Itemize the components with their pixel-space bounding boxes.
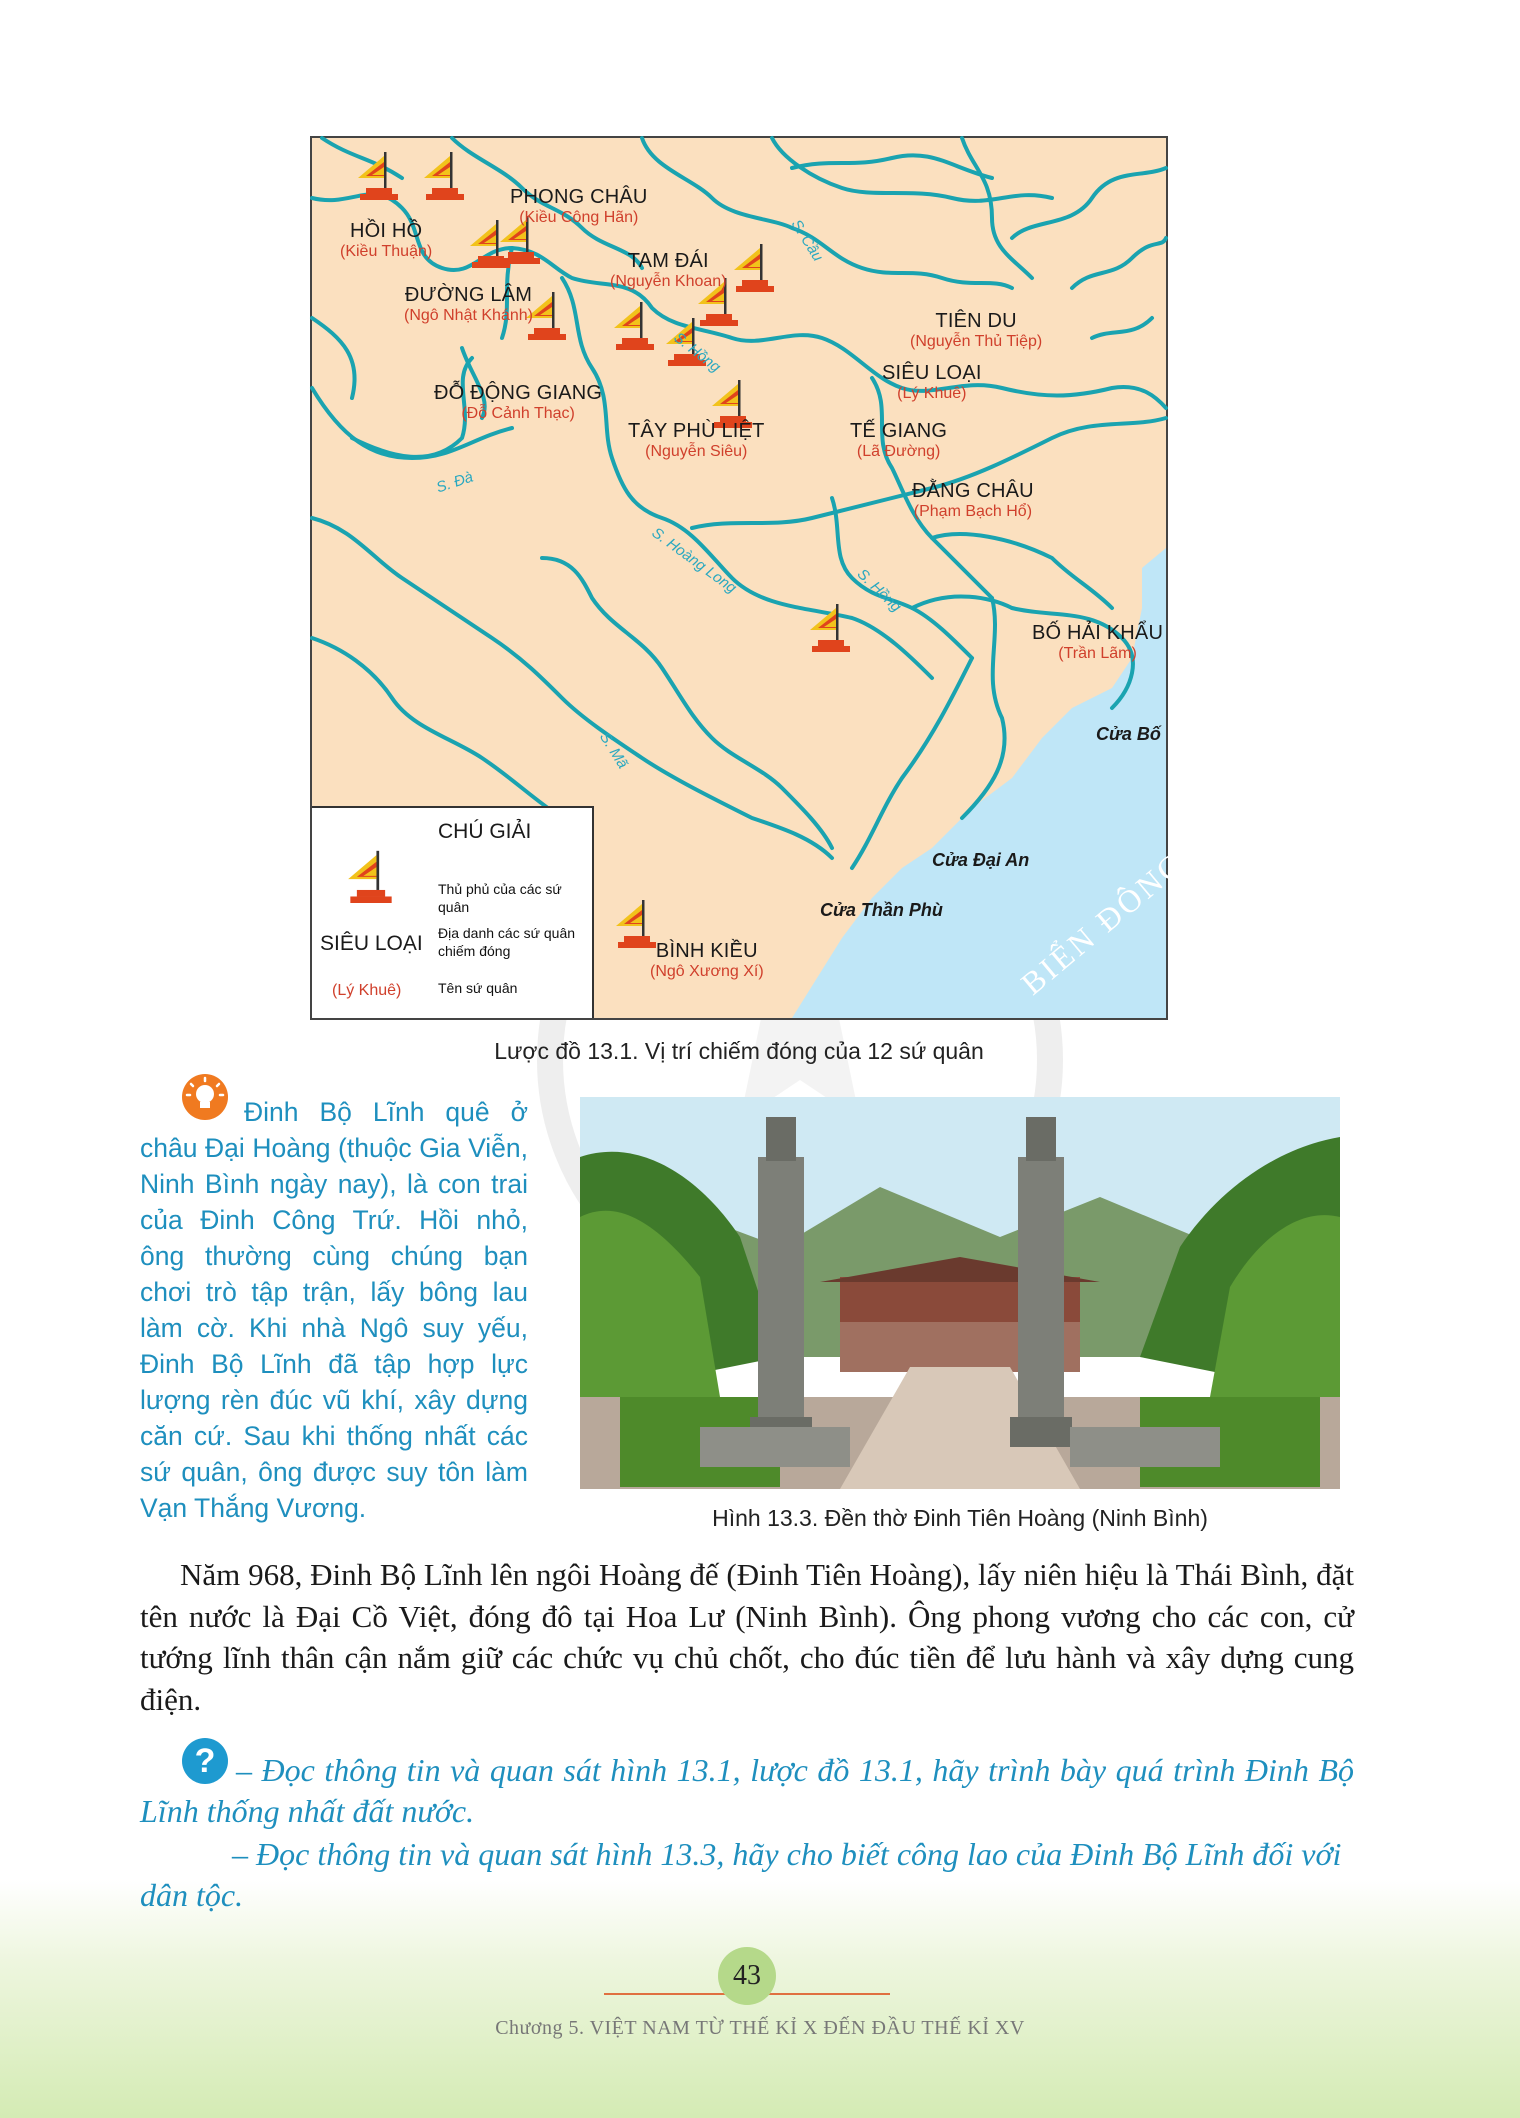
place-label <box>910 310 1042 351</box>
place-label <box>850 420 947 461</box>
garrison-marker <box>734 244 774 292</box>
river-mouth-label: Cửa Đại An <box>932 850 1030 870</box>
legend-title: CHÚ GIẢI <box>438 820 532 843</box>
lord-name: (Nguyễn Siêu) <box>645 443 748 460</box>
lord-name: (Nguyễn Khoan) <box>610 273 727 290</box>
place-name: TAM ĐÁI <box>627 250 709 272</box>
river-mouth-label: Cửa Thần Phù <box>820 900 943 920</box>
river-path <box>312 248 512 458</box>
place-label <box>610 250 727 291</box>
place-name: PHONG CHÂU <box>510 186 648 208</box>
place-label <box>882 362 982 403</box>
lord-name: (Ngô Nhật Khánh) <box>404 307 533 324</box>
legend-item-lord: Tên sứ quân <box>438 980 518 996</box>
place-label <box>510 186 648 227</box>
river-mouth-label: Cửa Bố <box>1096 724 1161 744</box>
place-name: BỐ HẢI KHẨU <box>1032 622 1164 644</box>
lord-name: (Kiều Thuận) <box>340 243 433 260</box>
lord-name: (Nguyễn Thủ Tiệp) <box>910 333 1043 350</box>
place-label <box>434 382 602 423</box>
lord-name: (Lã Đường) <box>856 443 941 460</box>
river-label: S. Hoàng Long <box>648 524 740 597</box>
place-label <box>1032 622 1163 663</box>
place-name: HỒI HỒ <box>349 220 423 242</box>
info-box-text: Đinh Bộ Lĩnh quê ở châu Đại Hoàng (thuộc Gia Viễn, Ninh Bình ngày nay), là con trai của Đinh Công Trứ. Hồi nhỏ, ông thường cùng chúng bạn chơi trò tập trận, lấy bông lau làm cờ. Khi nhà Ngô suy yếu, Đinh Bộ Lĩnh đã tập hợp lực lượng rèn đúc vũ khí, xây dựng căn cứ. Sau khi thống nhất các sứ quân, ông được suy tôn làm Vạn Thắng Vương. <box>140 1097 528 1523</box>
question-2: – Đọc thông tin và quan sát hình 13.3, hãy cho biết công lao của Đinh Bộ Lĩnh đối với dân tộc. <box>140 1836 1342 1913</box>
river-path <box>962 598 1005 818</box>
legend-sample-lord: (Lý Khuê) <box>332 982 402 999</box>
legend-item-capital: Thủ phủ của các sứ quân <box>438 881 562 915</box>
chapter-title: Chương 5. VIỆT NAM TỪ THẾ KỈ X ĐẾN ĐẦU THẾ KỈ XV <box>495 2017 1025 2039</box>
question-1: – Đọc thông tin và quan sát hình 13.1, lược đồ 13.1, hãy trình bày quá trình Đinh Bộ Lĩnh thống nhất đất nước. <box>140 1752 1354 1829</box>
question-icon: ? <box>182 1738 228 1784</box>
lord-name: (Trần Lãm) <box>1058 645 1137 662</box>
map-legend <box>312 806 594 1018</box>
temple-photo <box>580 1097 1340 1489</box>
place-label <box>340 220 432 261</box>
photo-caption: Hình 13.3. Đền thờ Đinh Tiên Hoàng (Ninh Bình) <box>712 1505 1208 1531</box>
place-name: TÂY PHÙ LIỆT <box>628 420 765 442</box>
place-name: ĐẰNG CHÂU <box>912 480 1034 502</box>
place-name: TIÊN DU <box>935 310 1017 332</box>
historical-map <box>310 136 1192 1020</box>
lord-name: (Kiều Công Hãn) <box>519 209 639 226</box>
river-path <box>562 278 932 678</box>
river-label: S. Cầu <box>787 216 827 265</box>
lord-name: (Đỗ Cảnh Thạc) <box>461 405 575 422</box>
place-name: TẾ GIANG <box>850 420 948 442</box>
lord-name: (Lý Khuê) <box>897 385 967 402</box>
river-label: S. Đà <box>434 468 476 497</box>
lord-name: (Phạm Bạch Hổ) <box>913 503 1033 520</box>
sea-label: BIỂN ĐÔNG <box>1014 844 1192 1002</box>
map-caption: Lược đồ 13.1. Vị trí chiếm đóng của 12 sứ quân <box>494 1038 984 1064</box>
river-path <box>542 558 832 848</box>
place-name: BÌNH KIỀU <box>655 940 758 962</box>
place-name: ĐƯỜNG LÂM <box>404 284 533 306</box>
place-label <box>404 284 533 325</box>
river-label: S. Mã <box>596 729 632 772</box>
place-name: ĐỖ ĐỘNG GIANG <box>434 382 603 404</box>
garrison-marker <box>614 302 654 350</box>
page-number: 43 <box>718 1947 776 2005</box>
garrison-marker <box>424 152 464 200</box>
legend-sample-place: SIÊU LOẠI <box>320 932 423 955</box>
legend-item-place: Địa danh các sứ quân chiếm đóng <box>438 925 576 959</box>
river-label: S. Hồng <box>853 565 905 616</box>
body-paragraph: Năm 968, Đinh Bộ Lĩnh lên ngôi Hoàng đế (Đinh Tiên Hoàng), lấy niên hiệu là Thái Bình, đặt tên nước là Đại Cồ Việt, đóng đô tại Hoa Lư (Ninh Bình). Ông phong vương cho các con, cử tướng lĩnh thân cận nắm giữ các chức vụ chủ chốt, cho đúc tiền để lưu hành và xây dựng cung điện. <box>140 1557 1354 1717</box>
lord-name: (Ngô Xương Xí) <box>650 963 764 980</box>
place-label <box>628 420 765 461</box>
place-label <box>912 480 1034 521</box>
place-label <box>650 940 764 981</box>
river-label: S. Hồng <box>670 329 724 376</box>
legend-flag-icon <box>346 850 396 906</box>
place-name: SIÊU LOẠI <box>882 362 982 384</box>
